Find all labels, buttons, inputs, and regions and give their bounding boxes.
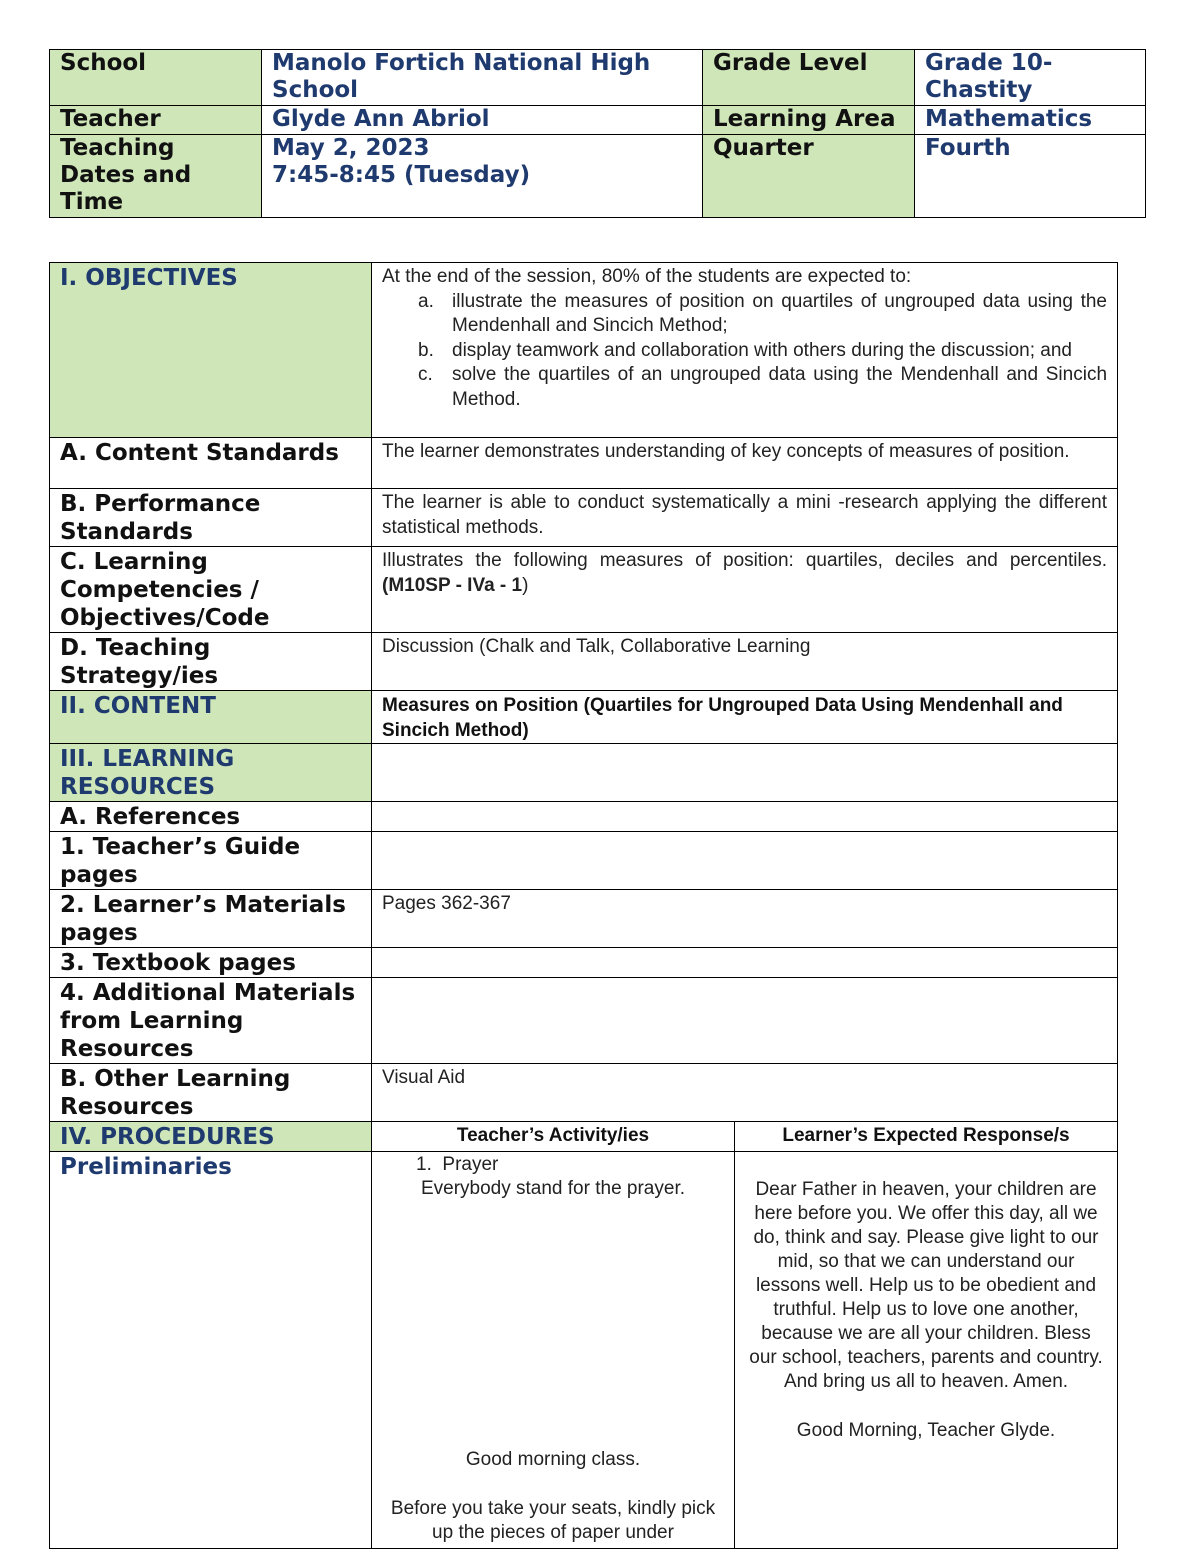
learner-response-header: Learner’s Expected Response/s bbox=[735, 1122, 1118, 1152]
learners-materials-label: 2. Learner’s Materials pages bbox=[50, 890, 372, 948]
content-standards-text: The learner demonstrates understanding of key concepts of measures of position. bbox=[372, 438, 1118, 489]
learning-resources-value bbox=[372, 744, 1118, 802]
objectives-label: I. OBJECTIVES bbox=[50, 263, 372, 438]
lesson-plan-table bbox=[49, 262, 1118, 1549]
additional-materials-label: 4. Additional Materials from Learning Resources bbox=[50, 978, 372, 1064]
competencies-code-close: ) bbox=[522, 574, 529, 596]
learning-area-value: Mathematics bbox=[915, 106, 1146, 135]
competencies-code: (M10SP - IVa - 1 bbox=[382, 574, 523, 596]
objective-item bbox=[382, 339, 1107, 364]
textbook-pages-value bbox=[372, 948, 1118, 978]
grade-level-value: Grade 10- Chastity bbox=[915, 50, 1146, 106]
teaching-strategy-label: D. Teaching Strategy/ies bbox=[50, 633, 372, 691]
header-table bbox=[49, 49, 1146, 218]
teaching-dates-label: Teaching Dates and Time bbox=[50, 135, 262, 218]
prayer-title: Prayer bbox=[442, 1154, 499, 1175]
competencies-text: Illustrates the following measures of position: quartiles, deciles and percentiles. bbox=[382, 550, 1108, 571]
teachers-guide-label: 1. Teacher’s Guide pages bbox=[50, 832, 372, 890]
objective-item bbox=[382, 363, 1107, 412]
teacher-label: Teacher bbox=[50, 106, 262, 135]
learners-materials-value: Pages 362-367 bbox=[372, 890, 1118, 948]
content-text: Measures on Position (Quartiles for Ungrouped Data Using Mendenhall and Sincich Method) bbox=[372, 691, 1118, 744]
objective-marker: c. bbox=[418, 364, 433, 385]
textbook-pages-label: 3. Textbook pages bbox=[50, 948, 372, 978]
objective-text: display teamwork and collaboration with others during the discussion; and bbox=[452, 339, 1072, 361]
learner-greeting-text: Good Morning, Teacher Glyde. bbox=[796, 1419, 1056, 1441]
preliminaries-label: Preliminaries bbox=[50, 1152, 372, 1549]
spacer bbox=[745, 1394, 1107, 1419]
grade-level-label: Grade Level bbox=[703, 50, 915, 106]
school-value: Manolo Fortich National High School bbox=[262, 50, 703, 106]
school-label: School bbox=[50, 50, 262, 106]
teacher-activity-cell bbox=[372, 1152, 735, 1549]
spacer bbox=[382, 1472, 724, 1497]
content-standards-label: A. Content Standards bbox=[50, 438, 372, 489]
teacher-seats-text: Before you take your seats, kindly pick up the pieces of paper under bbox=[390, 1497, 716, 1543]
performance-standards-text: The learner is able to conduct systematically a mini -research applying the different statistical methods. bbox=[372, 489, 1118, 547]
quarter-label: Quarter bbox=[703, 135, 915, 218]
teachers-guide-value bbox=[372, 832, 1118, 890]
objective-marker: a. bbox=[418, 290, 434, 312]
references-label: A. References bbox=[50, 802, 372, 832]
objectives-intro: At the end of the session, 80% of the students are expected to: bbox=[382, 266, 912, 287]
objectives-list bbox=[382, 290, 1107, 413]
objective-text: solve the quartiles of an ungrouped data using the Mendenhall and Sincich Method. bbox=[452, 364, 1108, 410]
learner-prayer-text: Dear Father in heaven, your children are here before you. We offer this day, all we do, think and say. Please give light to our mid, so that we can understand our lessons well. Help us to be obedient and truthful. Help us to love one another, because we are all your children. Bless our school, teachers, parents and country. And bring us all to heaven. Amen. bbox=[749, 1179, 1103, 1392]
competencies-cell bbox=[372, 547, 1118, 633]
prayer-marker: 1. bbox=[416, 1154, 432, 1175]
other-resources-label: B. Other Learning Resources bbox=[50, 1064, 372, 1122]
content-label: II. CONTENT bbox=[50, 691, 372, 744]
references-value bbox=[372, 802, 1118, 832]
teacher-activity-header: Teacher’s Activity/ies bbox=[372, 1122, 735, 1152]
teacher-greeting-text: Good morning class. bbox=[465, 1449, 641, 1470]
teaching-dates-value bbox=[262, 135, 703, 218]
learning-area-label: Learning Area bbox=[703, 106, 915, 135]
teacher-value: Glyde Ann Abriol bbox=[262, 106, 703, 135]
competencies-label: C. Learning Competencies / Objectives/Code bbox=[50, 547, 372, 633]
other-resources-value: Visual Aid bbox=[372, 1064, 1118, 1122]
objective-marker: b. bbox=[418, 339, 434, 361]
teaching-time: 7:45-8:45 (Tuesday) bbox=[272, 162, 531, 188]
objective-text: illustrate the measures of position on quartiles of ungrouped data using the Mendenhall and Sincich Method; bbox=[452, 290, 1108, 336]
teaching-strategy-text: Discussion (Chalk and Talk, Collaborative Learning bbox=[372, 633, 1118, 691]
spacer bbox=[382, 1201, 724, 1448]
quarter-value: Fourth bbox=[915, 135, 1146, 218]
learner-response-cell bbox=[735, 1152, 1118, 1549]
objectives-cell bbox=[372, 263, 1118, 438]
prayer-item bbox=[382, 1153, 724, 1177]
teaching-date: May 2, 2023 bbox=[272, 135, 430, 161]
teacher-stand-text: Everybody stand for the prayer. bbox=[420, 1178, 686, 1199]
additional-materials-value bbox=[372, 978, 1118, 1064]
objective-item bbox=[382, 290, 1107, 339]
performance-standards-label: B. Performance Standards bbox=[50, 489, 372, 547]
procedures-label: IV. PROCEDURES bbox=[50, 1122, 372, 1152]
learning-resources-label: III. LEARNING RESOURCES bbox=[50, 744, 372, 802]
